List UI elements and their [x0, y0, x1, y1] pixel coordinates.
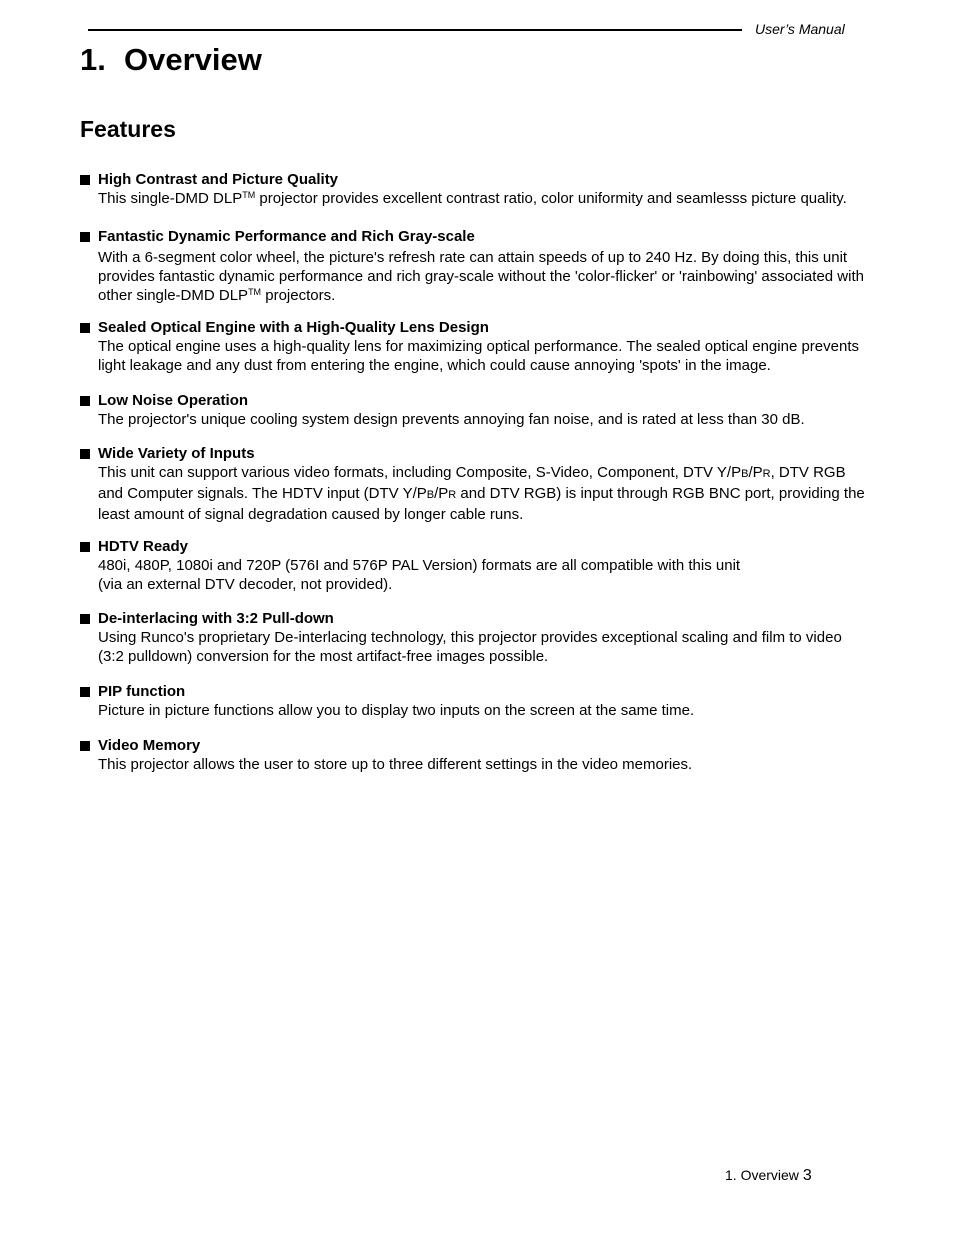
- trademark-mark: TM: [242, 190, 256, 200]
- page-number: 3: [802, 1167, 812, 1184]
- chapter-title: [80, 40, 262, 80]
- footer-chapter-label: 1. Overview: [725, 1167, 799, 1183]
- feature-title: HDTV Ready: [98, 538, 189, 555]
- trademark-mark: TM: [248, 287, 262, 297]
- feature-title: Fantastic Dynamic Performance and Rich Gray-scale: [98, 228, 475, 245]
- bullet-square-icon: [80, 614, 90, 624]
- feature-title: High Contrast and Picture Quality: [98, 171, 339, 188]
- feature-description: This single-DMD DLP™ projector provides excellent contrast ratio, color uniformity and seamlesss picture quality.: [98, 190, 847, 207]
- feature-title: Sealed Optical Engine with a High-Quality Lens Design: [98, 319, 489, 336]
- feature-description: Picture in picture functions allow you to display two inputs on the screen at the same time.: [98, 702, 695, 719]
- bullet-square-icon: [80, 396, 90, 406]
- chapter-title-text: Overview: [124, 42, 262, 77]
- feature-description: With a 6-segment color wheel, the picture's refresh rate can attain speeds of up to 240 Hz. By doing this, this unit provides fantastic dynamic performance and rich gray-scale without the 'color-flicker' or 'rainbowing' associated with other single-DMD DLP™ projectors.: [98, 249, 864, 304]
- feature-item: [80, 319, 900, 375]
- feature-title: PIP function: [98, 683, 186, 700]
- feature-description: The projector's unique cooling system design prevents annoying fan noise, and is rated at less than 30 dB.: [98, 411, 805, 428]
- bullet-square-icon: [80, 687, 90, 697]
- bullet-square-icon: [80, 741, 90, 751]
- bullet-square-icon: [80, 232, 90, 242]
- bullet-square-icon: [80, 449, 90, 459]
- feature-title: De-interlacing with 3:2 Pull-down: [98, 610, 334, 627]
- page-footer: [725, 1166, 812, 1185]
- running-header: User’s Manual: [755, 21, 845, 37]
- feature-title: Video Memory: [98, 737, 201, 754]
- bullet-square-icon: [80, 175, 90, 185]
- feature-item: [80, 171, 900, 208]
- feature-item: [80, 228, 900, 305]
- header-rule: [88, 29, 742, 31]
- feature-item: [80, 737, 900, 774]
- feature-description: This projector allows the user to store up to three different settings in the video memories.: [98, 756, 693, 773]
- feature-item: [80, 392, 900, 429]
- feature-description: The optical engine uses a high-quality lens for maximizing optical performance. The sealed optical engine prevents light leakage and any dust from entering the engine, which could cause annoying 'spots' in the image.: [98, 338, 859, 374]
- feature-title: Wide Variety of Inputs: [98, 445, 255, 462]
- bullet-square-icon: [80, 542, 90, 552]
- feature-item: [80, 538, 900, 594]
- feature-description: This unit can support various video formats, including Composite, S-Video, Component, DTV Y/PB/PR, DTV RGB and Computer signals. The HDTV input (DTV Y/PB/PR and DTV RGB) is input through RGB BNC port, providing the least amount of signal degradation caused by longer cable runs.: [98, 464, 865, 523]
- feature-item: [80, 445, 900, 524]
- feature-item: [80, 610, 900, 666]
- feature-title: Low Noise Operation: [98, 392, 249, 409]
- feature-item: [80, 683, 900, 720]
- chapter-number: 1.: [80, 42, 106, 77]
- section-title: Features: [80, 116, 176, 142]
- feature-description: Using Runco's proprietary De-interlacing technology, this projector provides exceptional scaling and film to video (3:2 pulldown) conversion for the most artifact-free images possible.: [98, 629, 842, 665]
- feature-description: 480i, 480P, 1080i and 720P (576I and 576P PAL Version) formats are all compatible with this unit (via an external DTV decoder, not provided).: [98, 557, 741, 593]
- bullet-square-icon: [80, 323, 90, 333]
